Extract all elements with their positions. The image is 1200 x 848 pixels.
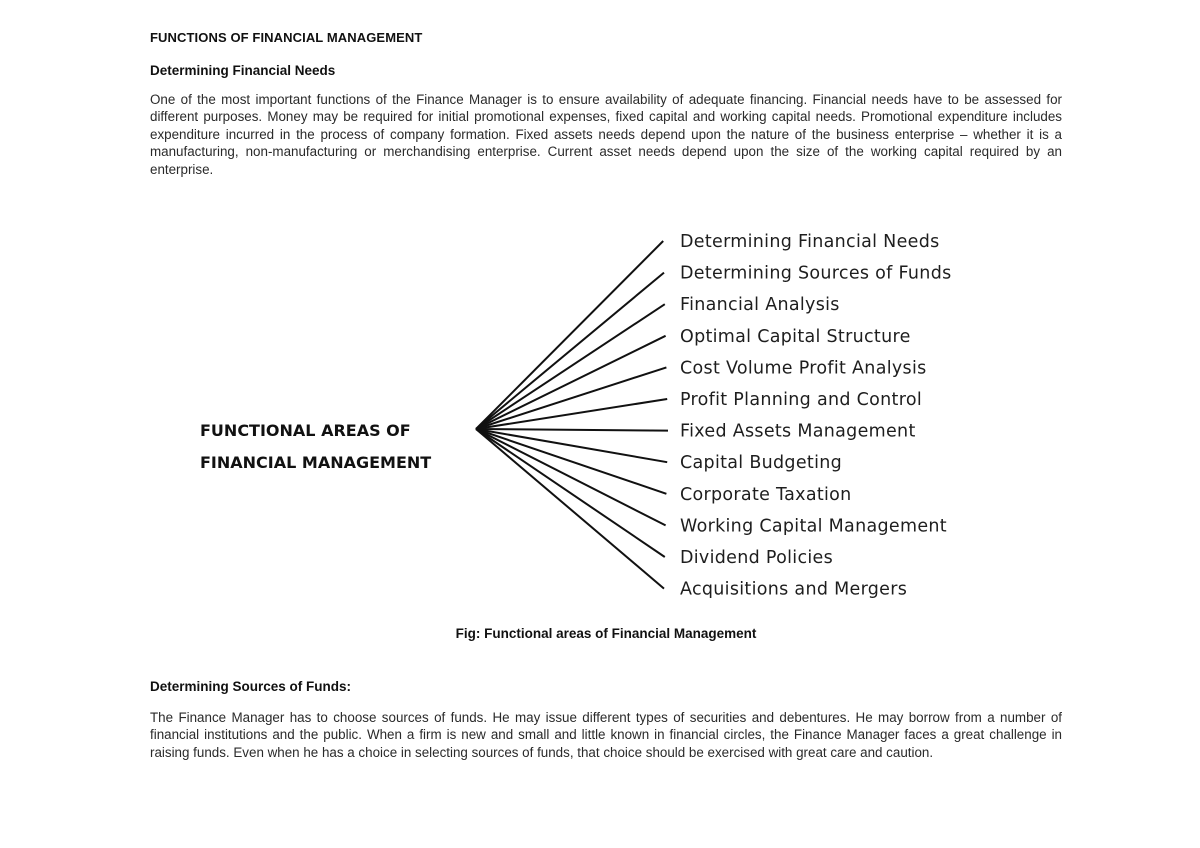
document-title: FUNCTIONS OF FINANCIAL MANAGEMENT bbox=[150, 30, 423, 45]
branch-label: Working Capital Management bbox=[680, 516, 947, 537]
section-paragraph-sources-of-funds: The Finance Manager has to choose sources of funds. He may issue different types of securities and debentures. He may borrow from a number of financial institutions and the public. When a firm is new and small and little known in financial circles, the Finance Manager faces a great challenge in raising funds. Even when he has a choice in selecting sources of funds, that choice should be exercised with great care and caution. bbox=[150, 710, 1062, 760]
branch-label: Cost Volume Profit Analysis bbox=[680, 358, 927, 379]
branch-labels bbox=[680, 232, 952, 600]
branch-line bbox=[476, 241, 663, 429]
branch-label: Profit Planning and Control bbox=[680, 390, 922, 410]
branch-label: Capital Budgeting bbox=[680, 453, 843, 474]
section-heading-sources-of-funds: Determining Sources of Funds: bbox=[150, 679, 352, 694]
branch-line bbox=[476, 367, 666, 429]
branch-lines bbox=[476, 241, 668, 589]
branch-label: Corporate Taxation bbox=[680, 484, 852, 505]
branch-line bbox=[476, 429, 668, 431]
branch-line bbox=[476, 429, 665, 557]
branch-line bbox=[476, 304, 665, 429]
branch-label: Financial Analysis bbox=[680, 295, 840, 316]
section-paragraph-financial-needs: One of the most important functions of the Finance Manager is to ensure availability of adequate financing. Financial needs have to be assessed for different purposes. Money may be required for initial promotional expenses, fixed capital and working capital needs. Promotional expenditure includes expenditure incurred in the process of company formation. Fixed assets needs depend upon the nature of the business enterprise – whether it is a manufacturing, non-manufacturing or merchandising enterprise. Current asset needs depend upon the size of the working capital required by an enterprise. bbox=[150, 92, 1062, 177]
figure-caption: Fig: Functional areas of Financial Management bbox=[455, 626, 757, 641]
branch-line bbox=[476, 429, 664, 589]
branch-line bbox=[476, 429, 666, 494]
branch-line bbox=[476, 429, 667, 462]
branch-label: Determining Sources of Funds bbox=[680, 263, 952, 284]
branch-label: Dividend Policies bbox=[680, 548, 834, 568]
branch-label: Fixed Assets Management bbox=[680, 421, 916, 442]
branch-label: Determining Financial Needs bbox=[680, 232, 940, 252]
diagram-center-label-line1: FUNCTIONAL AREAS OF bbox=[200, 421, 411, 440]
branch-line bbox=[476, 429, 666, 525]
branch-label: Optimal Capital Structure bbox=[680, 326, 911, 347]
diagram-center-label-line2: FINANCIAL MANAGEMENT bbox=[200, 453, 432, 472]
section-heading-financial-needs: Determining Financial Needs bbox=[150, 63, 336, 78]
branch-label: Acquisitions and Mergers bbox=[680, 579, 908, 600]
